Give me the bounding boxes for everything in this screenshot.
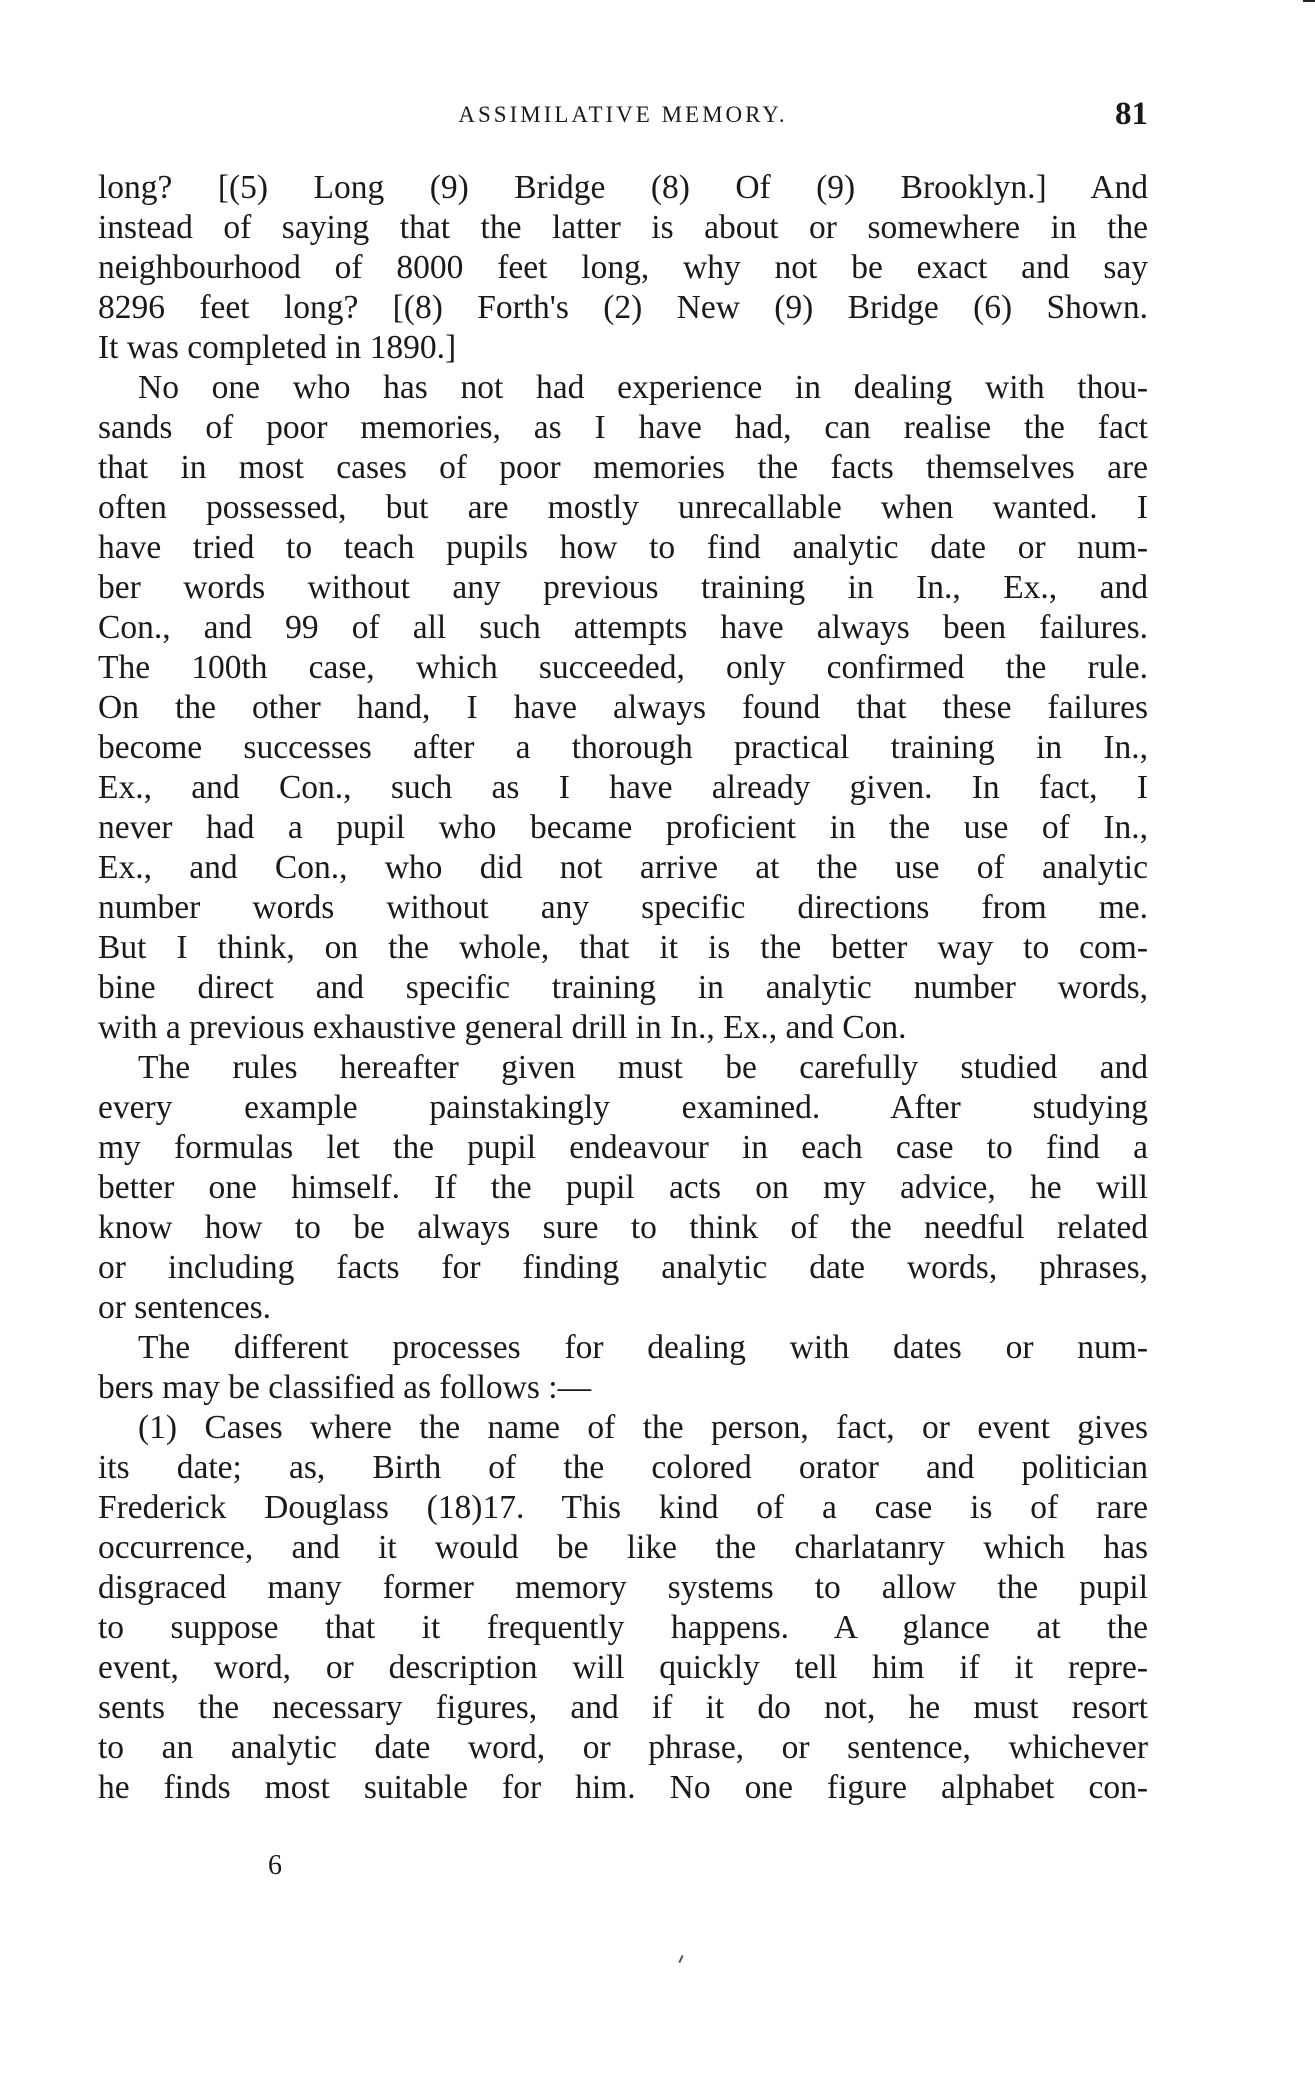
- text-line: The different processes for dealing with dates or num-: [138, 1329, 1148, 1366]
- text-line: sents the necessary figures, and if it do not, he must resort: [98, 1689, 1148, 1726]
- text-line: bine direct and specific training in analytic number words,: [98, 969, 1148, 1006]
- signature-mark: 6: [268, 1850, 282, 1881]
- text-line: or including facts for finding analytic date words, phrases,: [98, 1249, 1148, 1286]
- text-line: number words without any specific directions from me.: [98, 889, 1148, 926]
- scan-speck: [678, 1955, 683, 1963]
- text-line: 8296 feet long? [(8) Forth's (2) New (9) Bridge (6) Shown.: [98, 289, 1148, 326]
- text-line: bers may be classified as follows :—: [98, 1369, 592, 1406]
- text-line: Frederick Douglass (18)17. This kind of a case is of rare: [98, 1489, 1148, 1526]
- text-line: (1) Cases where the name of the person, fact, or event gives: [138, 1409, 1148, 1446]
- text-line: that in most cases of poor memories the facts themselves are: [98, 449, 1148, 486]
- text-line: he finds most suitable for him. No one figure alphabet con-: [98, 1769, 1148, 1806]
- running-header: [98, 96, 1148, 136]
- text-line: better one himself. If the pupil acts on my advice, he will: [98, 1169, 1148, 1206]
- text-line: No one who has not had experience in dealing with thou-: [138, 369, 1148, 406]
- text-line: Con., and 99 of all such attempts have always been failures.: [98, 609, 1148, 646]
- text-line: But I think, on the whole, that it is the better way to com-: [98, 929, 1148, 966]
- text-line: neighbourhood of 8000 feet long, why not be exact and say: [98, 249, 1148, 286]
- text-line: event, word, or description will quickly tell him if it repre-: [98, 1649, 1148, 1686]
- text-line: disgraced many former memory systems to allow the pupil: [98, 1569, 1148, 1606]
- text-line: Ex., and Con., who did not arrive at the use of analytic: [98, 849, 1148, 886]
- text-line: become successes after a thorough practical training in In.,: [98, 729, 1148, 766]
- text-line: with a previous exhaustive general drill in In., Ex., and Con.: [98, 1009, 907, 1046]
- running-title: ASSIMILATIVE MEMORY.: [458, 102, 788, 127]
- text-line: instead of saying that the latter is about or somewhere in the: [98, 209, 1148, 246]
- paragraph: [98, 1408, 1148, 1808]
- text-line: my formulas let the pupil endeavour in each case to find a: [98, 1129, 1148, 1166]
- paragraph: [98, 1328, 1148, 1408]
- text-line: know how to be always sure to think of the needful related: [98, 1209, 1148, 1246]
- text-line: It was completed in 1890.]: [98, 329, 457, 366]
- text-line: sands of poor memories, as I have had, can realise the fact: [98, 409, 1148, 446]
- text-line: The rules hereafter given must be carefully studied and: [138, 1049, 1148, 1086]
- scan-edge-rule: [1303, 0, 1315, 2]
- page-number: 81: [1115, 96, 1148, 132]
- text-line: occurrence, and it would be like the charlatanry which has: [98, 1529, 1148, 1566]
- text-line: to an analytic date word, or phrase, or sentence, whichever: [98, 1729, 1148, 1766]
- page-body: [98, 168, 1148, 1808]
- paragraph: [98, 1048, 1148, 1328]
- text-line: long? [(5) Long (9) Bridge (8) Of (9) Brooklyn.] And: [98, 169, 1148, 206]
- text-line: have tried to teach pupils how to find analytic date or num-: [98, 529, 1148, 566]
- text-line: The 100th case, which succeeded, only confirmed the rule.: [98, 649, 1148, 686]
- text-line: or sentences.: [98, 1289, 272, 1326]
- text-line: ber words without any previous training in In., Ex., and: [98, 569, 1148, 606]
- text-line: its date; as, Birth of the colored orator and politician: [98, 1449, 1148, 1486]
- text-line: every example painstakingly examined. After studying: [98, 1089, 1148, 1126]
- text-line: never had a pupil who became proficient in the use of In.,: [98, 809, 1148, 846]
- paragraph: [98, 168, 1148, 368]
- text-line: often possessed, but are mostly unrecallable when wanted. I: [98, 489, 1148, 526]
- paragraph: [98, 368, 1148, 1048]
- text-line: On the other hand, I have always found that these failures: [98, 689, 1148, 726]
- text-line: to suppose that it frequently happens. A glance at the: [98, 1609, 1148, 1646]
- text-line: Ex., and Con., such as I have already given. In fact, I: [98, 769, 1148, 806]
